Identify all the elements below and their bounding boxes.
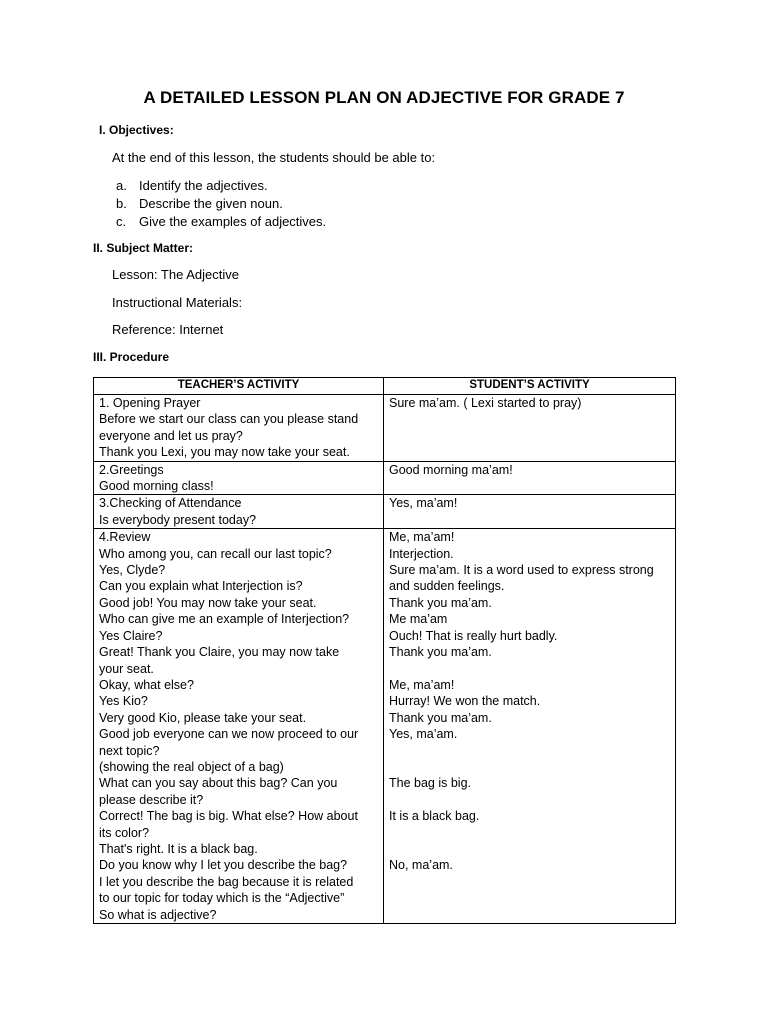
table-row bbox=[94, 529, 676, 924]
teacher-activity-line: Yes, Clyde? bbox=[99, 563, 166, 578]
student-activity-cell bbox=[384, 461, 676, 495]
objectives-intro: At the end of this lesson, the students should be able to: bbox=[112, 150, 436, 165]
subject-matter-heading: II. Subject Matter: bbox=[93, 241, 194, 255]
teacher-activity-cell bbox=[94, 529, 384, 924]
teacher-activity-line: your seat. bbox=[99, 661, 154, 676]
table-row bbox=[94, 395, 676, 462]
teacher-activity-line: Yes Kio? bbox=[99, 694, 148, 709]
objectives-heading: I. Objectives: bbox=[99, 123, 174, 137]
lesson-line: Lesson: The Adjective bbox=[112, 267, 239, 282]
student-activity-line: Thank you ma’am. bbox=[389, 595, 492, 610]
list-item: b. Describe the given noun. bbox=[116, 196, 283, 211]
table-row bbox=[94, 461, 676, 495]
student-activity-line bbox=[389, 792, 670, 808]
student-activity-line: Yes, ma’am! bbox=[389, 496, 458, 511]
teacher-activity-line: That's right. It is a black bag. bbox=[99, 841, 258, 856]
student-activity-line bbox=[389, 841, 670, 857]
teacher-activity-line: Who can give me an example of Interjection? bbox=[99, 612, 350, 627]
teacher-activity-line: Correct! The bag is big. What else? How about bbox=[99, 809, 358, 824]
student-activity-line bbox=[389, 906, 670, 922]
teacher-activity-line: please describe it? bbox=[99, 792, 204, 807]
student-activity-line: Yes, ma’am. bbox=[389, 727, 458, 742]
student-activity-line: Thank you ma’am. bbox=[389, 645, 492, 660]
student-activity-line: Me ma’am bbox=[389, 612, 448, 627]
teacher-activity-line: Good job everyone can we now proceed to our bbox=[99, 727, 359, 742]
teacher-activity-line: 3.Checking of Attendance bbox=[99, 496, 242, 511]
teacher-activity-line: 1. Opening Prayer bbox=[99, 396, 201, 410]
teacher-activity-line: to our topic for today which is the “Adjective” bbox=[99, 891, 345, 906]
teacher-activity-line: next topic? bbox=[99, 743, 160, 758]
teacher-activity-line: (showing the real object of a bag) bbox=[99, 759, 284, 774]
student-activity-line: It is a black bag. bbox=[389, 809, 480, 824]
teacher-activity-line: So what is adjective? bbox=[99, 907, 217, 922]
teacher-activity-line: Okay, what else? bbox=[99, 677, 194, 692]
student-column-header: STUDENT’S ACTIVITY bbox=[384, 378, 676, 395]
student-activity-line: Thank you ma’am. bbox=[389, 710, 492, 725]
teacher-activity-line: Can you explain what Interjection is? bbox=[99, 579, 303, 594]
list-item: a. Identify the adjectives. bbox=[116, 178, 268, 193]
student-activity-line: No, ma’am. bbox=[389, 858, 453, 873]
teacher-activity-line: everyone and let us pray? bbox=[99, 428, 243, 443]
teacher-activity-cell bbox=[94, 395, 384, 462]
student-activity-cell bbox=[384, 529, 676, 924]
teacher-activity-line: Thank you Lexi, you may now take your seat. bbox=[99, 445, 350, 460]
teacher-activity-line: I let you describe the bag because it is related bbox=[99, 874, 354, 889]
materials-line: Instructional Materials: bbox=[112, 295, 243, 310]
reference-line: Reference: Internet bbox=[112, 322, 224, 337]
student-activity-cell bbox=[384, 395, 676, 462]
teacher-activity-line: Good morning class! bbox=[99, 479, 214, 494]
teacher-activity-line: Is everybody present today? bbox=[99, 512, 257, 527]
teacher-activity-line: Good job! You may now take your seat. bbox=[99, 595, 317, 610]
teacher-activity-line: Who among you, can recall our last topic? bbox=[99, 546, 332, 561]
student-activity-line bbox=[389, 661, 670, 677]
teacher-activity-line: Very good Kio, please take your seat. bbox=[99, 710, 307, 725]
student-activity-line: Hurray! We won the match. bbox=[389, 694, 541, 709]
teacher-activity-cell bbox=[94, 461, 384, 495]
teacher-activity-line: 2.Greetings bbox=[99, 462, 164, 477]
teacher-activity-line: Do you know why I let you describe the bag? bbox=[99, 858, 348, 873]
objectives-list bbox=[116, 178, 326, 232]
teacher-activity-line: 4.Review bbox=[99, 530, 151, 545]
student-activity-line: Ouch! That is really hurt badly. bbox=[389, 628, 558, 643]
student-activity-cell bbox=[384, 495, 676, 529]
student-activity-line: Good morning ma’am! bbox=[389, 462, 513, 477]
student-activity-line: and sudden feelings. bbox=[389, 579, 505, 594]
table-header-row bbox=[94, 378, 676, 395]
student-activity-line bbox=[389, 874, 670, 890]
student-activity-line bbox=[389, 825, 670, 841]
student-activity-line: Sure ma’am. ( Lexi started to pray) bbox=[389, 396, 582, 410]
teacher-activity-line: What can you say about this bag? Can you bbox=[99, 776, 338, 791]
student-activity-line bbox=[389, 759, 670, 775]
student-activity-line: The bag is big. bbox=[389, 776, 471, 791]
student-activity-line: Me, ma’am! bbox=[389, 677, 455, 692]
document-title: A DETAILED LESSON PLAN ON ADJECTIVE FOR GRADE 7 bbox=[143, 88, 625, 107]
teacher-activity-line: Before we start our class can you please stand bbox=[99, 412, 359, 427]
student-activity-line bbox=[389, 743, 670, 759]
table-row bbox=[94, 495, 676, 529]
procedure-table bbox=[93, 377, 676, 924]
procedure-heading: III. Procedure bbox=[93, 350, 170, 364]
teacher-column-header: TEACHER’S ACTIVITY bbox=[94, 378, 384, 395]
student-activity-line: Sure ma’am. It is a word used to express strong bbox=[389, 563, 654, 578]
student-activity-line: Interjection. bbox=[389, 546, 454, 561]
teacher-activity-line: Great! Thank you Claire, you may now take bbox=[99, 645, 340, 660]
teacher-activity-line: Yes Claire? bbox=[99, 628, 163, 643]
teacher-activity-line: its color? bbox=[99, 825, 150, 840]
list-item: c. Give the examples of adjectives. bbox=[116, 214, 327, 229]
student-activity-line: Me, ma’am! bbox=[389, 530, 455, 545]
teacher-activity-cell bbox=[94, 495, 384, 529]
student-activity-line bbox=[389, 890, 670, 906]
